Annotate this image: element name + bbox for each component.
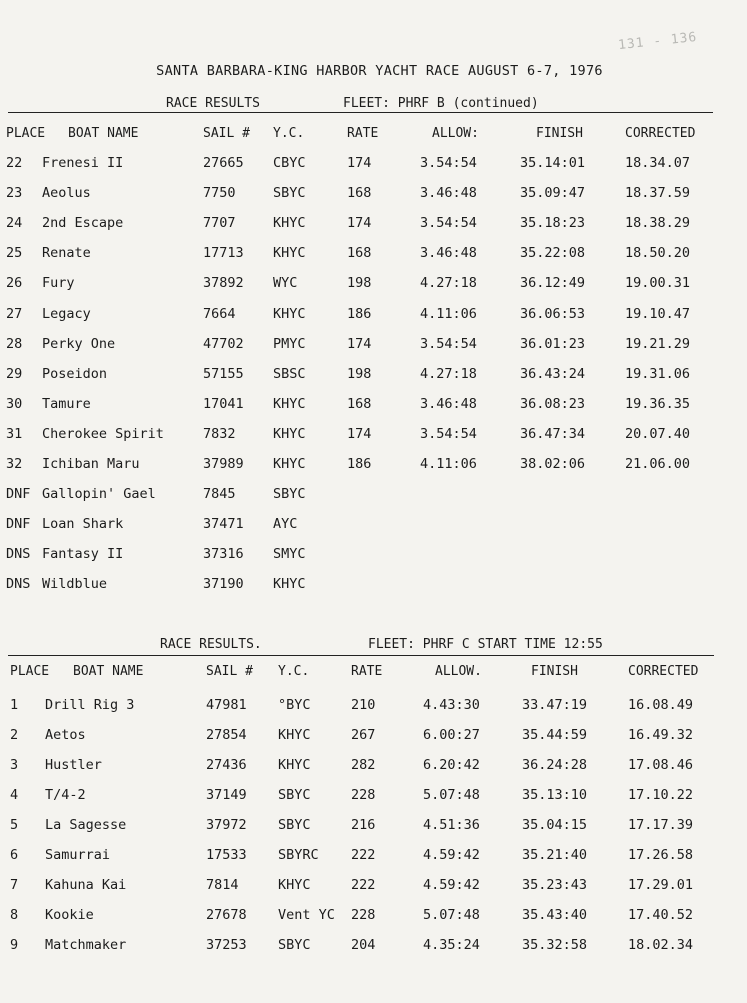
cell-allowance: 4.59:42: [423, 847, 480, 863]
cell-place: DNF: [6, 516, 31, 533]
table-row: [0, 757, 747, 777]
cell-sail-number: 37149: [206, 787, 247, 803]
cell-yacht-club: SBYC: [278, 787, 311, 803]
cell-rate: 204: [351, 937, 376, 953]
cell-finish: 35.09:47: [520, 185, 586, 202]
cell-sail-number: 47981: [206, 697, 247, 713]
cell-sail-number: 37892: [203, 275, 244, 292]
cell-boat-name: Poseidon: [42, 365, 108, 382]
cell-corrected: 16.49.32: [628, 727, 694, 743]
cell-finish: 36.08:23: [520, 395, 586, 412]
cell-boat-name: Aeolus: [42, 185, 91, 202]
cell-place: 25: [6, 245, 23, 262]
table-row: [0, 456, 747, 476]
cell-rate: 222: [351, 847, 376, 863]
column-header-place: PLACE: [10, 664, 50, 679]
table-row: [0, 275, 747, 295]
cell-finish: 35.22:08: [520, 245, 586, 262]
cell-sail-number: 37316: [203, 546, 244, 563]
cell-place: 22: [6, 155, 23, 171]
section1-heading-right: FLEET: PHRF B (continued): [343, 96, 539, 111]
cell-sail-number: 37471: [203, 516, 244, 533]
cell-allowance: 3.46:48: [420, 395, 477, 412]
cell-allowance: 6.00:27: [423, 727, 480, 743]
table-row: [0, 907, 747, 927]
table-row: [0, 937, 747, 957]
cell-rate: 186: [347, 305, 372, 322]
column-header-yacht-club: Y.C.: [278, 664, 310, 679]
cell-corrected: 18.34.07: [625, 155, 691, 171]
cell-place: 23: [6, 185, 23, 202]
column-header-finish: FINISH: [531, 664, 578, 679]
cell-yacht-club: KHYC: [273, 395, 306, 412]
cell-boat-name: Fantasy II: [42, 546, 124, 563]
cell-finish: 35.13:10: [522, 787, 588, 803]
cell-boat-name: Aetos: [45, 727, 86, 743]
cell-boat-name: Ichiban Maru: [42, 456, 140, 472]
cell-place: 24: [6, 215, 23, 232]
section2-heading-left: RACE RESULTS.: [160, 637, 262, 652]
table-row: [0, 306, 747, 326]
cell-sail-number: 7707: [203, 215, 236, 232]
cell-allowance: 3.54:54: [420, 335, 477, 352]
cell-rate: 198: [347, 365, 372, 382]
cell-place: 6: [10, 847, 19, 863]
table-row: [0, 546, 747, 566]
cell-allowance: 4.11:06: [420, 305, 477, 322]
cell-allowance: 3.46:48: [420, 185, 477, 202]
cell-yacht-club: KHYC: [273, 425, 306, 442]
cell-boat-name: Gallopin' Gael: [42, 486, 156, 503]
cell-sail-number: 37253: [206, 937, 247, 953]
cell-yacht-club: PMYC: [273, 335, 306, 352]
table-row: [0, 396, 747, 416]
cell-yacht-club: Vent YC: [278, 907, 335, 923]
cell-rate: 174: [347, 215, 372, 232]
cell-allowance: 5.07:48: [423, 787, 480, 803]
cell-sail-number: 37972: [206, 817, 247, 833]
cell-finish: 35.43:40: [522, 907, 588, 923]
cell-allowance: 3.54:54: [420, 215, 477, 232]
cell-rate: 216: [351, 817, 376, 833]
cell-rate: 198: [347, 275, 372, 292]
cell-place: 31: [6, 425, 23, 442]
cell-yacht-club: AYC: [273, 516, 298, 533]
cell-corrected: 16.08.49: [628, 697, 694, 713]
cell-corrected: 19.21.29: [625, 335, 691, 352]
table-row: [0, 245, 747, 265]
cell-yacht-club: SMYC: [273, 546, 306, 563]
table-row: [0, 155, 747, 175]
table-row: [0, 486, 747, 506]
cell-boat-name: Loan Shark: [42, 516, 124, 533]
cell-rate: 267: [351, 727, 376, 743]
cell-finish: 36.24:28: [522, 757, 588, 773]
table-row: [0, 366, 747, 386]
cell-sail-number: 17041: [203, 395, 244, 412]
cell-rate: 174: [347, 155, 372, 171]
cell-sail-number: 37190: [203, 576, 244, 593]
cell-corrected: 19.36.35: [625, 395, 691, 412]
cell-rate: 222: [351, 877, 376, 893]
cell-place: 7: [10, 877, 19, 893]
table-row: [0, 185, 747, 205]
table-row: [0, 697, 747, 717]
cell-yacht-club: SBYC: [273, 185, 306, 202]
cell-corrected: 17.29.01: [628, 877, 694, 893]
cell-boat-name: Matchmaker: [45, 937, 127, 953]
cell-sail-number: 7814: [206, 877, 239, 893]
cell-place: 29: [6, 365, 23, 382]
cell-yacht-club: KHYC: [273, 456, 306, 472]
cell-finish: 33.47:19: [522, 697, 588, 713]
column-header-finish: FINISH: [536, 126, 583, 141]
cell-place: 1: [10, 697, 19, 713]
cell-boat-name: 2nd Escape: [42, 215, 124, 232]
cell-boat-name: La Sagesse: [45, 817, 127, 833]
cell-boat-name: Renate: [42, 245, 91, 262]
cell-sail-number: 37989: [203, 456, 244, 472]
cell-finish: 35.18:23: [520, 215, 586, 232]
cell-place: DNS: [6, 546, 31, 563]
cell-sail-number: 7845: [203, 486, 236, 503]
cell-finish: 36.47:34: [520, 425, 586, 442]
cell-yacht-club: KHYC: [278, 757, 311, 773]
cell-rate: 228: [351, 787, 376, 803]
table-row: [0, 215, 747, 235]
column-header-boat-name: BOAT NAME: [68, 126, 139, 141]
cell-yacht-club: SBYC: [278, 817, 311, 833]
section1-heading-left: RACE RESULTS: [166, 96, 260, 111]
cell-finish: 35.21:40: [522, 847, 588, 863]
cell-boat-name: Hustler: [45, 757, 102, 773]
column-header-rate: RATE: [347, 126, 379, 141]
cell-place: 26: [6, 275, 23, 292]
cell-sail-number: 17713: [203, 245, 244, 262]
cell-finish: 36.43:24: [520, 365, 586, 382]
section2-column-header: [0, 664, 747, 684]
cell-allowance: 3.54:54: [420, 155, 477, 171]
cell-place: 27: [6, 305, 23, 322]
cell-corrected: 17.17.39: [628, 817, 694, 833]
cell-yacht-club: SBYC: [273, 486, 306, 503]
cell-allowance: 4.27:18: [420, 365, 477, 382]
cell-corrected: 17.26.58: [628, 847, 694, 863]
cell-allowance: 4.43:30: [423, 697, 480, 713]
cell-yacht-club: °BYC: [278, 697, 311, 713]
cell-boat-name: Frenesi II: [42, 155, 124, 171]
cell-place: 32: [6, 456, 23, 472]
cell-corrected: 19.10.47: [625, 305, 691, 322]
column-header-sail-number: SAIL #: [206, 664, 253, 679]
cell-place: 9: [10, 937, 19, 953]
cell-yacht-club: CBYC: [273, 155, 306, 171]
cell-sail-number: 27678: [206, 907, 247, 923]
cell-sail-number: 17533: [206, 847, 247, 863]
cell-place: DNS: [6, 576, 31, 593]
cell-corrected: 17.08.46: [628, 757, 694, 773]
cell-corrected: 21.06.00: [625, 456, 691, 472]
cell-sail-number: 27665: [203, 155, 244, 171]
cell-allowance: 3.46:48: [420, 245, 477, 262]
cell-corrected: 17.40.52: [628, 907, 694, 923]
table-row: [0, 516, 747, 536]
cell-boat-name: Drill Rig 3: [45, 697, 135, 713]
column-header-place: PLACE: [6, 126, 46, 141]
table-row: [0, 817, 747, 837]
cell-yacht-club: KHYC: [278, 727, 311, 743]
cell-rate: 228: [351, 907, 376, 923]
cell-corrected: 20.07.40: [625, 425, 691, 442]
cell-yacht-club: KHYC: [273, 245, 306, 262]
column-header-rate: RATE: [351, 664, 383, 679]
cell-sail-number: 27854: [206, 727, 247, 743]
cell-rate: 174: [347, 335, 372, 352]
cell-corrected: 18.38.29: [625, 215, 691, 232]
cell-place: 28: [6, 335, 23, 352]
cell-sail-number: 7664: [203, 305, 236, 322]
corner-note: 131 - 136: [617, 29, 699, 54]
cell-allowance: 4.27:18: [420, 275, 477, 292]
cell-yacht-club: KHYC: [273, 576, 306, 593]
cell-yacht-club: KHYC: [273, 215, 306, 232]
cell-rate: 174: [347, 425, 372, 442]
cell-yacht-club: SBSC: [273, 365, 306, 382]
cell-boat-name: T/4-2: [45, 787, 86, 803]
cell-allowance: 5.07:48: [423, 907, 480, 923]
cell-place: 4: [10, 787, 19, 803]
table-row: [0, 336, 747, 356]
table-row: [0, 787, 747, 807]
cell-finish: 35.44:59: [522, 727, 588, 743]
cell-corrected: 17.10.22: [628, 787, 694, 803]
cell-sail-number: 27436: [206, 757, 247, 773]
section2-heading-right: FLEET: PHRF C START TIME 12:55: [368, 637, 603, 652]
column-header-allowance: ALLOW.: [435, 664, 482, 679]
cell-sail-number: 7750: [203, 185, 236, 202]
cell-allowance: 4.59:42: [423, 877, 480, 893]
table-row: [0, 576, 747, 596]
cell-place: 2: [10, 727, 19, 743]
cell-boat-name: Samurrai: [45, 847, 111, 863]
cell-corrected: 19.31.06: [625, 365, 691, 382]
cell-finish: 38.02:06: [520, 456, 586, 472]
cell-yacht-club: WYC: [273, 275, 298, 292]
cell-place: 8: [10, 907, 19, 923]
section1-heading-rule: [8, 112, 713, 113]
cell-sail-number: 47702: [203, 335, 244, 352]
column-header-boat-name: BOAT NAME: [73, 664, 144, 679]
cell-finish: 35.14:01: [520, 155, 586, 171]
cell-boat-name: Legacy: [42, 305, 91, 322]
cell-allowance: 4.35:24: [423, 937, 480, 953]
cell-corrected: 19.00.31: [625, 275, 691, 292]
cell-finish: 36.01:23: [520, 335, 586, 352]
cell-allowance: 6.20:42: [423, 757, 480, 773]
cell-rate: 186: [347, 456, 372, 472]
cell-yacht-club: SBYC: [278, 937, 311, 953]
cell-rate: 168: [347, 185, 372, 202]
cell-finish: 36.06:53: [520, 305, 586, 322]
cell-allowance: 4.51:36: [423, 817, 480, 833]
cell-place: DNF: [6, 486, 31, 503]
column-header-sail-number: SAIL #: [203, 126, 250, 141]
column-header-corrected: CORRECTED: [628, 664, 699, 679]
cell-place: 3: [10, 757, 19, 773]
table-row: [0, 426, 747, 446]
cell-boat-name: Fury: [42, 275, 75, 292]
cell-allowance: 3.54:54: [420, 425, 477, 442]
cell-corrected: 18.02.34: [628, 937, 694, 953]
cell-yacht-club: KHYC: [273, 305, 306, 322]
table-row: [0, 727, 747, 747]
cell-sail-number: 57155: [203, 365, 244, 382]
cell-boat-name: Cherokee Spirit: [42, 425, 164, 442]
table-row: [0, 847, 747, 867]
cell-place: 5: [10, 817, 19, 833]
cell-rate: 168: [347, 245, 372, 262]
section1-column-header: [0, 126, 747, 146]
cell-boat-name: Tamure: [42, 395, 91, 412]
cell-boat-name: Wildblue: [42, 576, 108, 593]
cell-corrected: 18.50.20: [625, 245, 691, 262]
cell-sail-number: 7832: [203, 425, 236, 442]
section2-heading-rule: [8, 655, 714, 656]
cell-finish: 36.12:49: [520, 275, 586, 292]
cell-finish: 35.04:15: [522, 817, 588, 833]
cell-rate: 210: [351, 697, 376, 713]
cell-boat-name: Kookie: [45, 907, 94, 923]
column-header-allowance: ALLOW:: [432, 126, 479, 141]
cell-rate: 282: [351, 757, 376, 773]
cell-finish: 35.23:43: [522, 877, 588, 893]
cell-corrected: 18.37.59: [625, 185, 691, 202]
cell-yacht-club: SBYRC: [278, 847, 319, 863]
cell-yacht-club: KHYC: [278, 877, 311, 893]
cell-finish: 35.32:58: [522, 937, 588, 953]
cell-rate: 168: [347, 395, 372, 412]
page-title: SANTA BARBARA-KING HARBOR YACHT RACE AUGUST 6-7, 1976: [156, 63, 603, 79]
cell-boat-name: Perky One: [42, 335, 116, 352]
cell-boat-name: Kahuna Kai: [45, 877, 127, 893]
column-header-corrected: CORRECTED: [625, 126, 696, 141]
cell-allowance: 4.11:06: [420, 456, 477, 472]
column-header-yacht-club: Y.C.: [273, 126, 305, 141]
table-row: [0, 877, 747, 897]
cell-place: 30: [6, 395, 23, 412]
